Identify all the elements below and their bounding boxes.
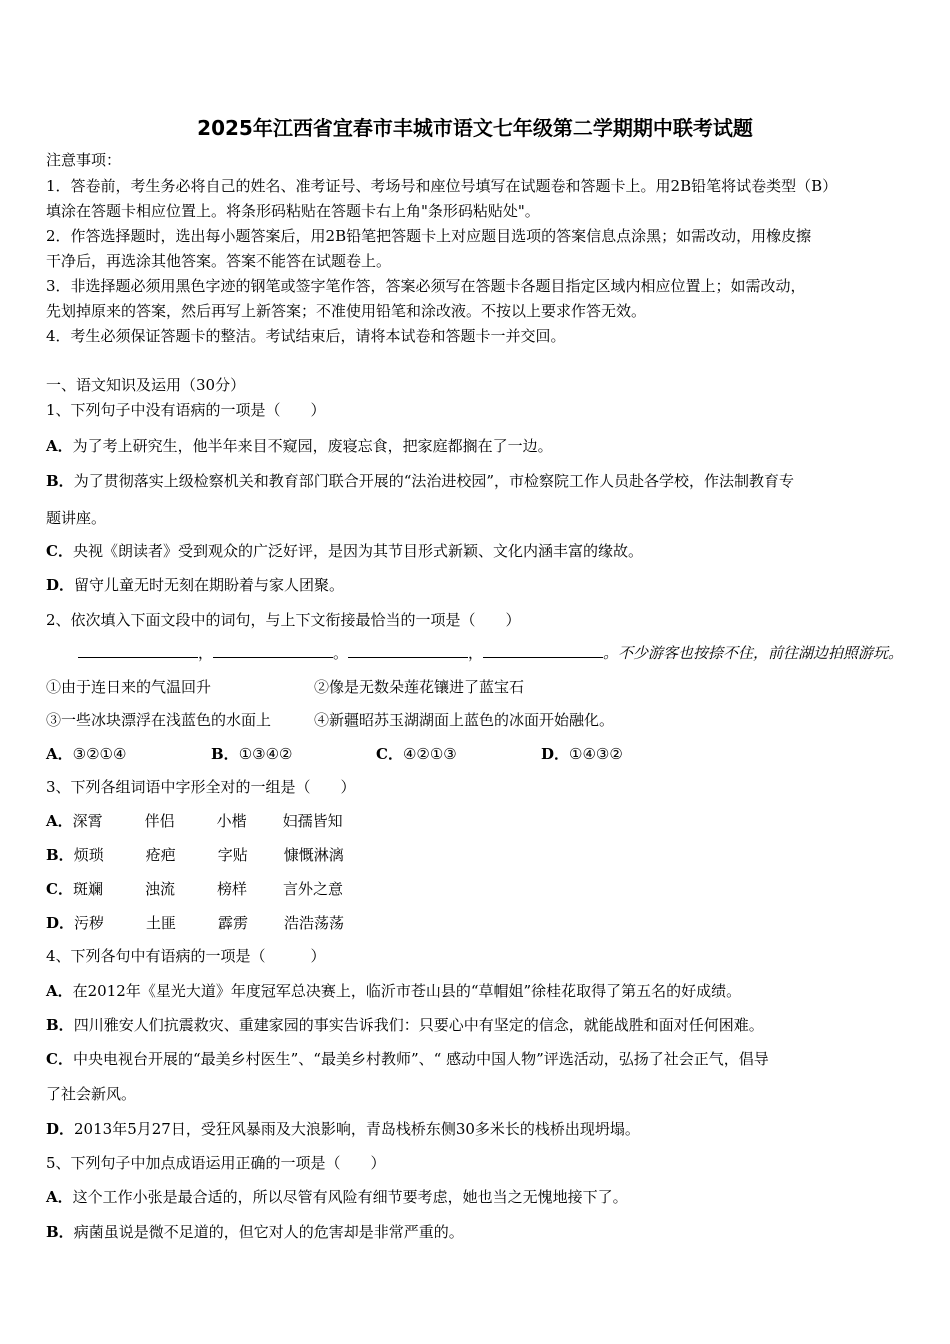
option-text: ①③④②	[238, 745, 293, 763]
word: 斑斓	[72, 880, 103, 898]
answer-blank[interactable]	[483, 643, 603, 658]
notice-line: 4．考生必须保证答题卡的整洁。考试结束后，请将本试卷和答题卡一并交回。	[46, 327, 566, 345]
notice-line: 3．非选择题必须用黑色字迹的钢笔或签字笔作答，答案必须写在答题卡各题目指定区域内相应位置上；如需改动，	[46, 277, 806, 295]
options-row	[46, 744, 906, 764]
option-label: A．	[46, 745, 73, 763]
option-c	[46, 541, 906, 561]
punct: 。	[333, 644, 349, 662]
option-a	[46, 981, 906, 1001]
option-text: ①④③②	[569, 745, 623, 763]
option-label: C．	[46, 880, 73, 898]
option-b	[46, 1015, 906, 1035]
question-stem: 1、下列句子中没有语病的一项是（ ）	[46, 401, 326, 419]
option-label: B．	[46, 1016, 74, 1034]
word: 慷慨淋漓	[283, 846, 344, 864]
option-label: D．	[46, 1120, 75, 1138]
section-heading: 一、语文知识及运用（30分）	[46, 376, 246, 394]
word: 霹雳	[218, 914, 249, 932]
option-label: C．	[46, 542, 73, 560]
option-label: B．	[46, 1223, 74, 1241]
word: 土匪	[146, 914, 177, 932]
option-d	[541, 744, 706, 764]
answer-blank[interactable]	[213, 643, 333, 658]
option-label: D．	[46, 914, 75, 932]
option-b	[46, 845, 906, 865]
sentence-3: ③一些冰块漂浮在浅蓝色的水面上	[46, 711, 272, 729]
option-label: A．	[46, 812, 73, 830]
option-text: ③②①④	[72, 745, 127, 763]
option-label: A．	[46, 1188, 73, 1206]
option-c	[46, 879, 906, 899]
fill-blank-passage	[78, 643, 906, 663]
option-text: 中央电视台开展的“最美乡村医生”、“最美乡村教师”、“ 感动中国人物”评选活动，弘扬了社会正气，倡导	[72, 1050, 769, 1068]
word: 言外之意	[282, 880, 343, 898]
word: 浊流	[144, 880, 175, 898]
option-a	[46, 1187, 906, 1207]
notice-line: 2．作答选择题时，选出每小题答案后，用2B铅笔把答题卡上对应题目选项的答案信息点涂黑；如需改动，用橡皮擦	[46, 227, 812, 245]
question-stem: 4、下列各句中有语病的一项是（ ）	[46, 947, 326, 965]
option-c-cont: 了社会新风。	[46, 1085, 137, 1103]
word: 妇孺皆知	[282, 812, 343, 830]
sentence-row	[46, 710, 906, 730]
option-label: A．	[46, 437, 73, 455]
option-text: 四川雅安人们抗震救灾、重建家园的事实告诉我们：只要心中有坚定的信念，就能战胜和面对任何困难。	[73, 1016, 764, 1034]
sentence-1: ①由于连日来的气温回升	[46, 678, 212, 696]
sentence-row	[46, 677, 906, 697]
notice-line: 干净后，再选涂其他答案。答案不能答在试题卷上。	[46, 252, 392, 270]
option-b	[46, 1222, 906, 1242]
option-text: 央视《朗读者》受到观众的广泛好评，是因为其节目形式新颖、文化内涵丰富的缘故。	[72, 542, 643, 560]
option-text: 在2012年《星光大道》年度冠军总决赛上，临沂市苍山县的“草帽姐”徐桂花取得了第五名的好成绩。	[72, 982, 742, 1000]
punct: ，	[468, 644, 484, 662]
option-d	[46, 575, 906, 595]
option-label: C．	[46, 1050, 73, 1068]
option-text: 2013年5月27日，受狂风暴雨及大浪影响，青岛栈桥东侧30多米长的栈桥出现坍塌。	[74, 1120, 640, 1138]
word: 污秽	[74, 914, 105, 932]
word: 小楷	[216, 812, 247, 830]
answer-blank[interactable]	[78, 643, 198, 658]
word: 浩浩荡荡	[284, 914, 345, 932]
sentence-4: ④新疆昭苏玉湖湖面上蓝色的冰面开始融化。	[314, 711, 615, 729]
word: 深霄	[72, 812, 103, 830]
option-text: 这个工作小张是最合适的，所以尽管有风险有细节要考虑，她也当之无愧地接下了。	[72, 1188, 628, 1206]
option-text: 为了考上研究生，他半年来目不窥园，废寝忘食，把家庭都搁在了一边。	[72, 437, 553, 455]
option-a	[46, 811, 906, 831]
option-b	[46, 471, 906, 491]
option-label: B．	[211, 745, 239, 763]
word: 烦琐	[73, 846, 104, 864]
question-stem: 2、依次填入下面文段中的词句，与上下文衔接最恰当的一项是（ ）	[46, 611, 521, 629]
notice-heading: 注意事项：	[46, 151, 122, 169]
option-d	[46, 913, 906, 933]
option-c	[46, 1049, 906, 1069]
option-d	[46, 1119, 906, 1139]
word: 榜样	[216, 880, 247, 898]
punct: ，	[198, 644, 214, 662]
option-label: D．	[541, 745, 570, 763]
word: 疮疤	[145, 846, 176, 864]
option-text: 病菌虽说是微不足道的，但它对人的危害却是非常严重的。	[73, 1223, 464, 1241]
page-title: 2025年江西省宜春市丰城市语文七年级第二学期期中联考试题	[197, 116, 753, 140]
notice-line: 1．答卷前，考生务必将自己的姓名、准考证号、考场号和座位号填写在试题卷和答题卡上。用2B铅笔将试卷类型（B）	[46, 177, 838, 195]
option-a	[46, 744, 211, 764]
notice-line: 先划掉原来的答案，然后再写上新答案；不准使用铅笔和涂改液。不按以上要求作答无效。	[46, 302, 647, 320]
option-label: B．	[46, 846, 74, 864]
question-stem: 3、下列各组词语中字形全对的一组是（ ）	[46, 778, 356, 796]
word: 伴侣	[144, 812, 175, 830]
option-text: 留守儿童无时无刻在期盼着与家人团聚。	[74, 576, 345, 594]
option-text: ④②①③	[402, 745, 457, 763]
word: 字贴	[217, 846, 248, 864]
option-a	[46, 436, 906, 456]
option-text: 为了贯彻落实上级检察机关和教育部门联合开展的“法治进校园”，市检察院工作人员赴各学校，作法制教育专	[73, 472, 795, 490]
answer-blank[interactable]	[348, 643, 468, 658]
option-label: D．	[46, 576, 75, 594]
option-label: A．	[46, 982, 73, 1000]
option-label: C．	[376, 745, 403, 763]
option-b-cont: 题讲座。	[46, 509, 107, 527]
option-c	[376, 744, 541, 764]
sentence-2: ②像是无数朵莲花镶进了蓝宝石	[314, 678, 525, 696]
option-label: B．	[46, 472, 74, 490]
option-b	[211, 744, 376, 764]
question-stem: 5、下列句子中加点成语运用正确的一项是（ ）	[46, 1154, 386, 1172]
notice-line: 填涂在答题卡相应位置上。将条形码粘贴在答题卡右上角"条形码粘贴处"。	[46, 202, 540, 220]
passage-tail: 。不少游客也按捺不住，前往湖边拍照游玩。	[603, 644, 904, 662]
